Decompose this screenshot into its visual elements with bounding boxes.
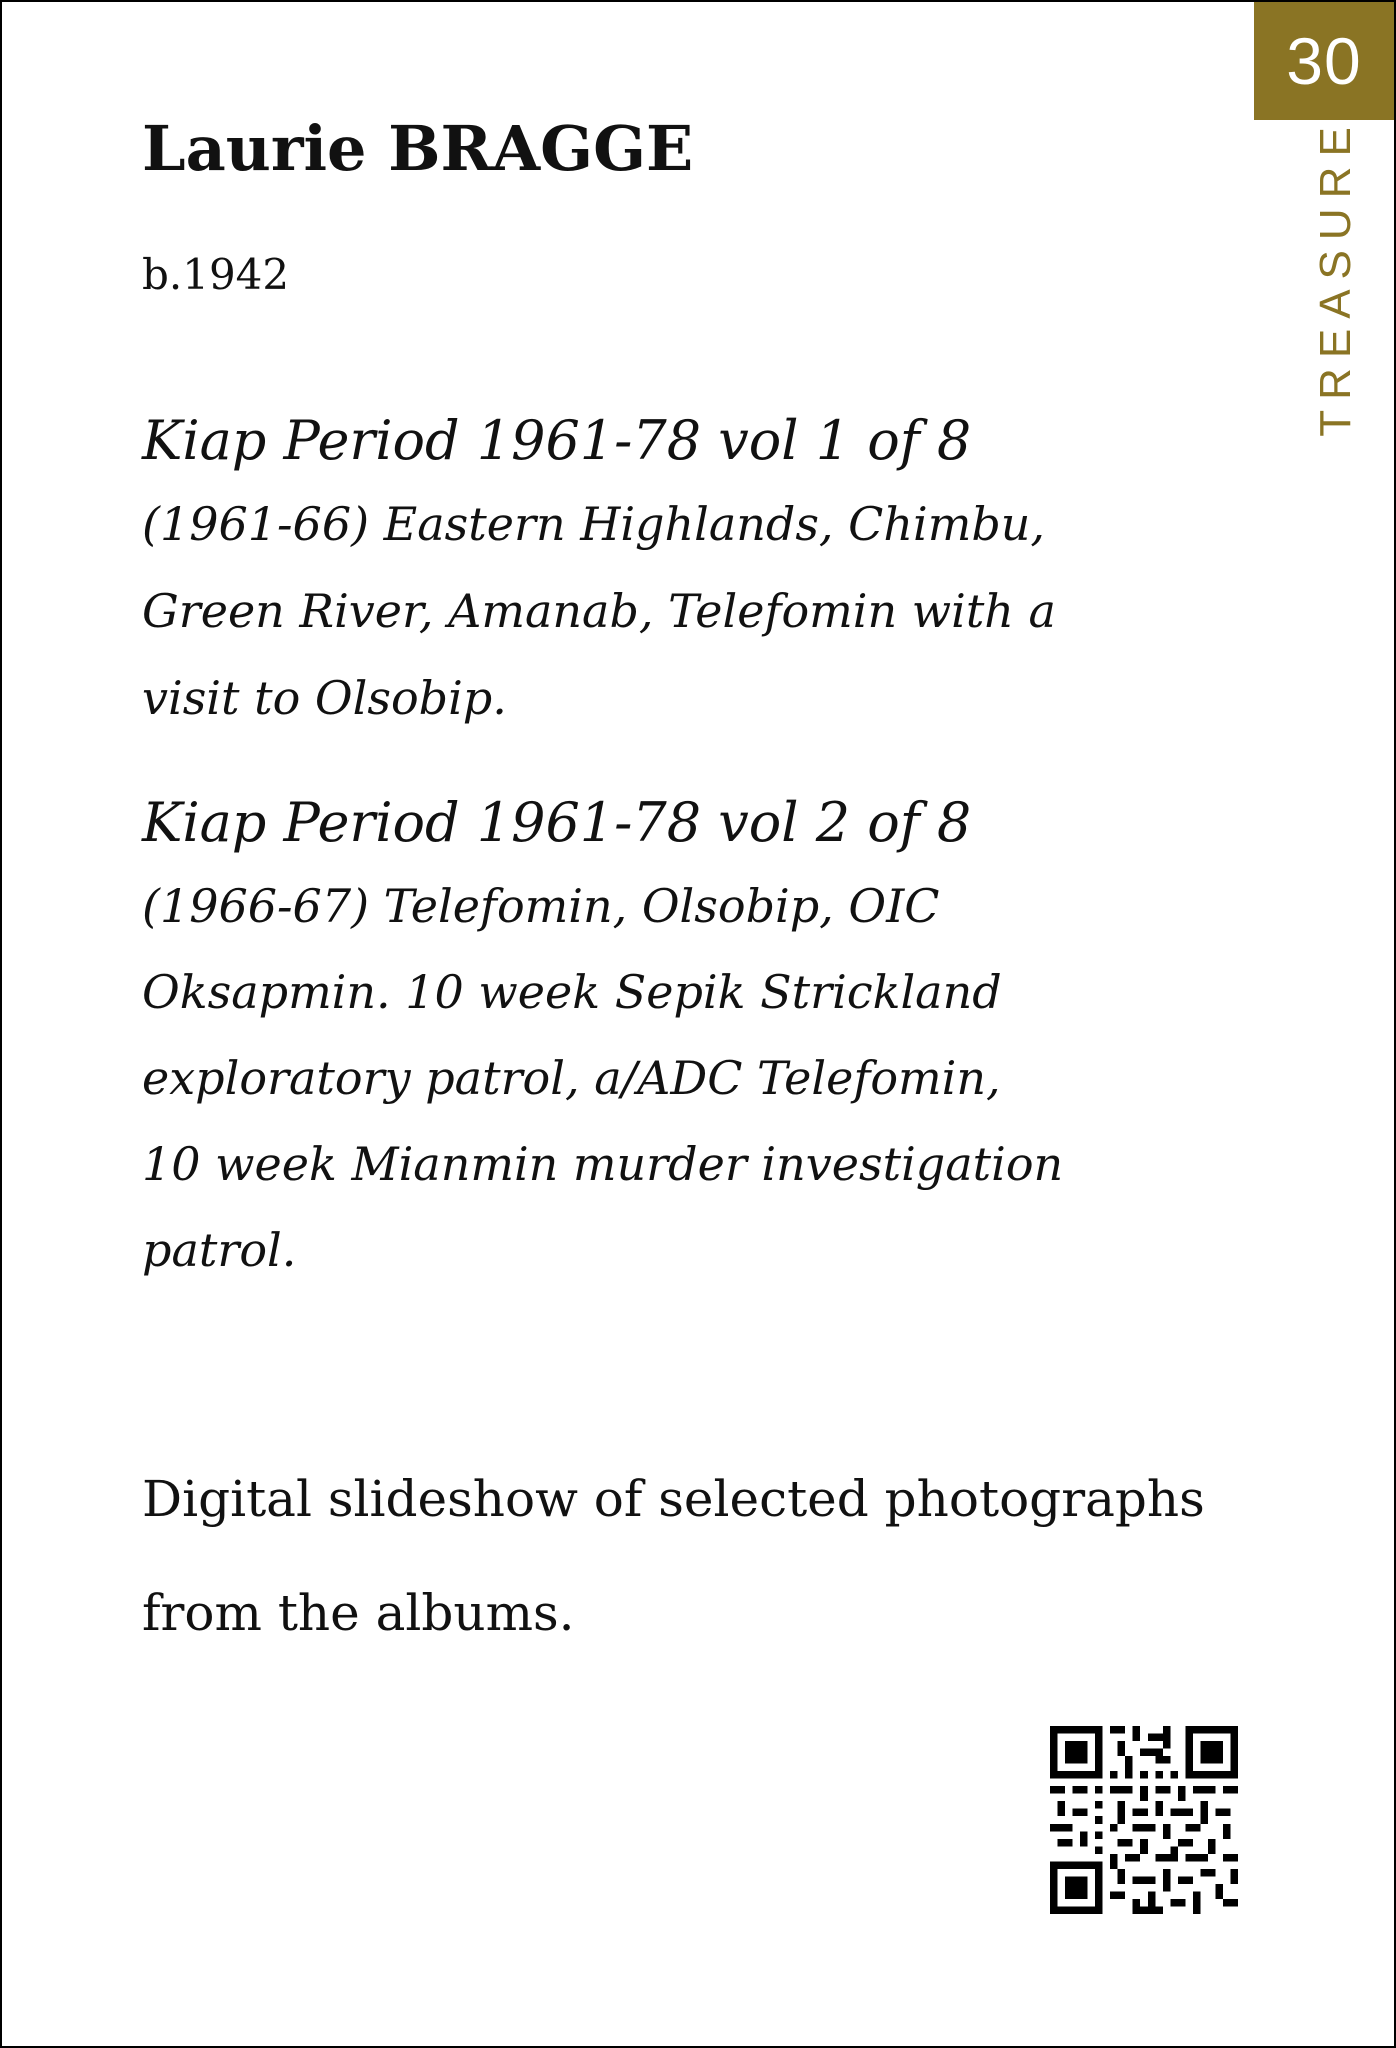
- volume-title: Kiap Period 1961-78 vol 1 of 8: [142, 409, 972, 472]
- slideshow-note: [142, 1442, 1205, 1670]
- birth-year: b.1942: [142, 250, 290, 299]
- volume-description-line: visit to Olsobip.: [142, 671, 507, 725]
- volume-description-line: Oksapmin. 10 week Sepik Strickland: [142, 965, 1002, 1019]
- qr-code-icon[interactable]: [1050, 1726, 1238, 1914]
- volume-description-line: (1961-66) Eastern Highlands, Chimbu,: [142, 497, 1046, 551]
- volume-description-line: exploratory patrol, a/ADC Telefomin,: [142, 1051, 1001, 1105]
- volume-description-line: Green River, Amanab, Telefomin with a: [142, 584, 1056, 638]
- volume-entry-2: [142, 782, 1063, 1293]
- slideshow-note-line: from the albums.: [142, 1584, 575, 1642]
- item-number: 30: [1286, 24, 1362, 98]
- volume-description-line: patrol.: [142, 1223, 297, 1277]
- volume-entry-1: [142, 400, 1056, 742]
- volume-title: Kiap Period 1961-78 vol 2 of 8: [142, 791, 972, 854]
- artist-name: Laurie BRAGGE: [142, 112, 694, 185]
- category-label: TREASURE: [1311, 117, 1360, 437]
- slideshow-note-line: Digital slideshow of selected photographs: [142, 1470, 1205, 1528]
- volume-description-line: 10 week Mianmin murder investigation: [142, 1137, 1064, 1191]
- item-number-badge: [1254, 2, 1394, 120]
- volume-description-line: (1966-67) Telefomin, Olsobip, OIC: [142, 879, 940, 933]
